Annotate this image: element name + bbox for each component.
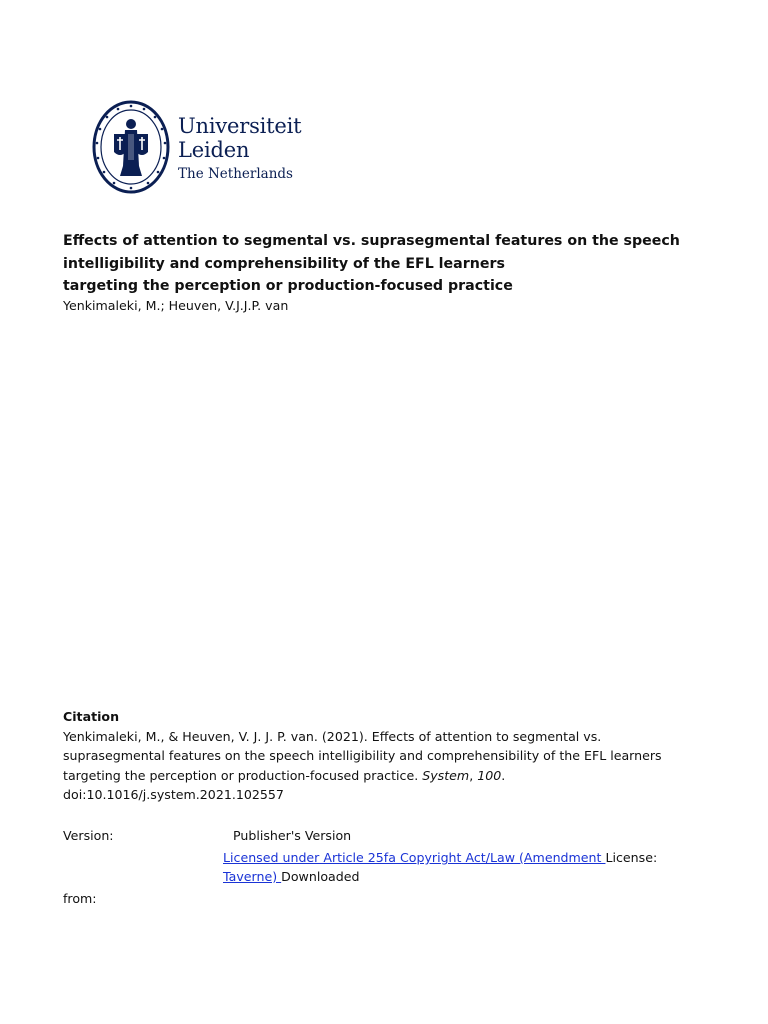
citation-separator: ,	[469, 767, 478, 783]
citation-text	[63, 727, 703, 804]
document-title	[63, 230, 703, 298]
version-label: Version:	[63, 828, 114, 843]
citation-line-3	[63, 766, 703, 785]
title-line-1: Effects of attention to segmental vs. suprasegmental features on the speech	[63, 233, 680, 249]
citation-line-2: suprasegmental features on the speech intelligibility and comprehensibility of the EFL learners	[63, 748, 662, 764]
document-authors: Yenkimaleki, M.; Heuven, V.J.J.P. van	[63, 298, 289, 313]
license-link-part-1[interactable]: Licensed under Article 25fa Copyright Act/Law (Amendment	[223, 850, 606, 865]
citation-line-1: Yenkimaleki, M., & Heuven, V. J. J. P. van. (2021). Effects of attention to segmental vs.	[63, 729, 602, 744]
citation-journal: System	[422, 767, 470, 783]
from-label: from:	[63, 891, 97, 906]
citation-heading: Citation	[63, 709, 120, 724]
citation-doi: doi:10.1016/j.system.2021.102557	[63, 786, 284, 802]
wordmark-leiden: Leiden	[178, 138, 250, 162]
university-logo	[92, 100, 312, 196]
license-line-2	[223, 868, 693, 887]
wordmark-universiteit: Universiteit	[178, 114, 302, 138]
citation-line-3-text: targeting the perception or production-focused practice.	[63, 767, 423, 783]
license-line-1	[223, 849, 693, 868]
title-line-3: targeting the perception or production-focused practice	[63, 278, 513, 295]
version-value: Publisher's Version	[233, 828, 352, 843]
wordmark-the-netherlands: The Netherlands	[178, 166, 293, 182]
university-seal-icon	[92, 100, 170, 194]
title-line-2: intelligibility and comprehensibility of the EFL learners	[63, 255, 505, 272]
downloaded-label: Downloaded	[281, 868, 360, 884]
license-block	[223, 849, 693, 886]
university-wordmark	[178, 114, 301, 182]
citation-end: .	[501, 767, 506, 783]
citation-volume: 100	[477, 767, 502, 783]
license-label: License:	[605, 850, 658, 865]
license-link-part-2[interactable]: Taverne)	[223, 868, 282, 884]
